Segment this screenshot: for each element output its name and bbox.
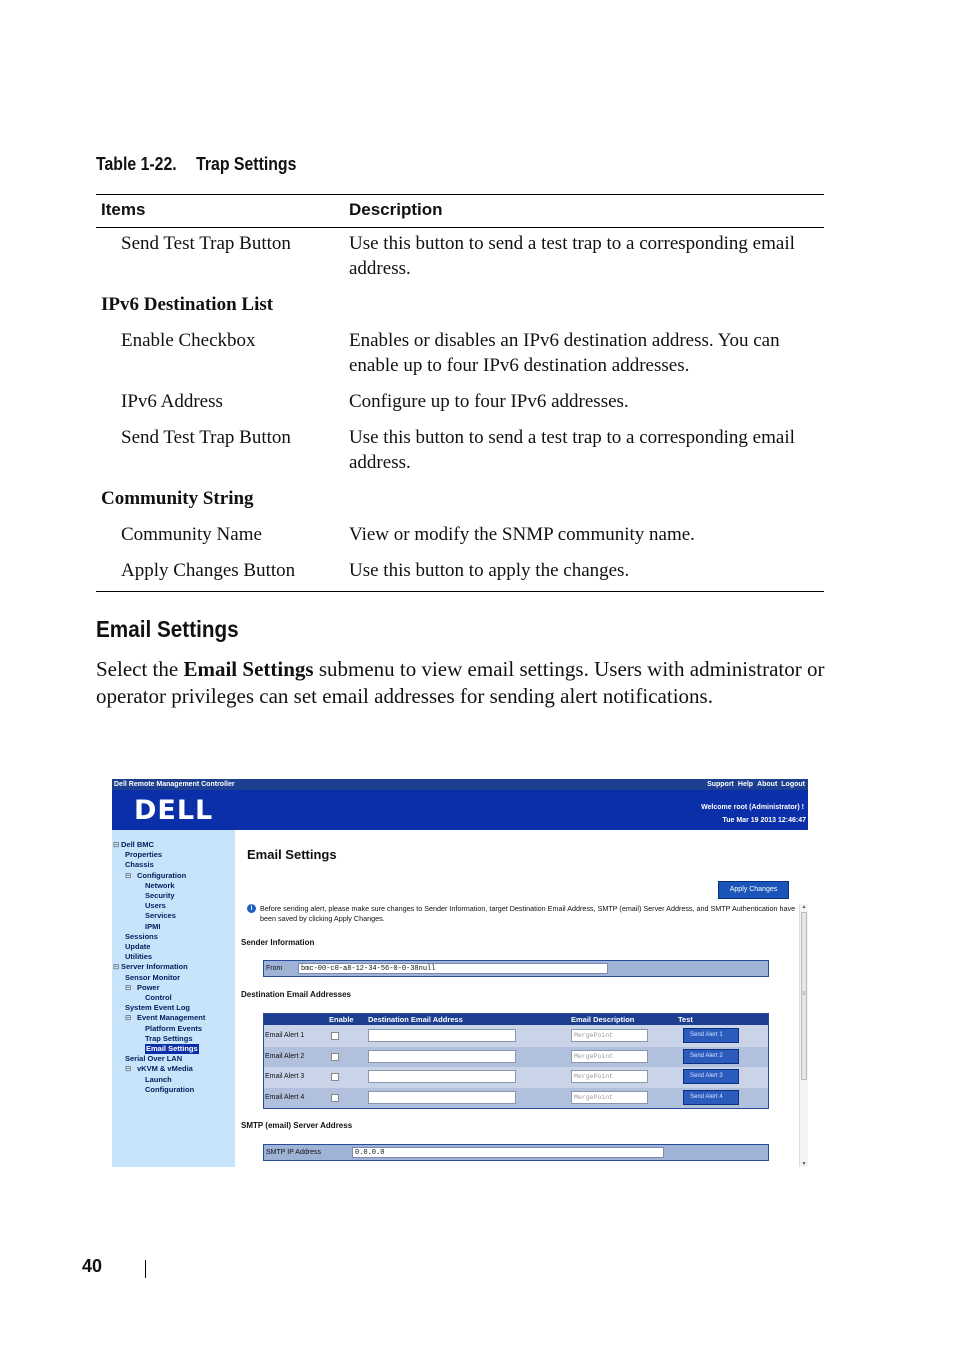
enable-checkbox[interactable] bbox=[331, 1073, 339, 1081]
nav-item[interactable]: vKVM & vMedia bbox=[137, 1064, 193, 1074]
nav-item[interactable]: Security bbox=[145, 891, 175, 900]
col-test: Test bbox=[678, 1015, 693, 1024]
scroll-grip-icon: ≡ bbox=[802, 991, 806, 997]
send-alert-button[interactable]: Send Alert 4 bbox=[683, 1090, 739, 1105]
description-cell: Configure up to four IPv6 addresses. bbox=[349, 391, 629, 412]
logout-link[interactable]: Logout bbox=[781, 781, 805, 788]
from-input[interactable]: bmc-00-c0-a8-12-34-56-0-0-38null bbox=[298, 963, 608, 974]
collapse-toggle-icon[interactable]: ⊟ bbox=[113, 840, 120, 849]
page-title: Email Settings bbox=[247, 847, 337, 862]
scrollbar[interactable] bbox=[799, 904, 808, 1167]
app-title: Dell Remote Management Controller bbox=[114, 781, 235, 788]
nav-item[interactable]: Launch bbox=[145, 1074, 172, 1084]
col-enable: Enable bbox=[329, 1015, 354, 1024]
enable-checkbox[interactable] bbox=[331, 1032, 339, 1040]
support-link[interactable]: Support bbox=[707, 781, 734, 788]
dest-heading: Destination Email Addresses bbox=[241, 990, 351, 999]
table-section-row bbox=[96, 483, 824, 519]
smtp-heading: SMTP (email) Server Address bbox=[241, 1121, 353, 1130]
nav-item[interactable]: System Event Log bbox=[125, 1003, 191, 1013]
info-message bbox=[247, 904, 800, 924]
send-alert-button[interactable]: Send Alert 1 bbox=[683, 1028, 739, 1043]
about-link[interactable]: About bbox=[757, 781, 778, 788]
smtp-label: SMTP IP Address bbox=[266, 1149, 321, 1156]
nav-item[interactable]: Network bbox=[145, 880, 175, 890]
table-row bbox=[96, 422, 824, 483]
nav-item[interactable]: Properties bbox=[125, 850, 163, 860]
datetime-text: Tue Mar 19 2013 12:46:47 bbox=[722, 817, 806, 824]
nav-item[interactable]: Email Settings bbox=[146, 1044, 198, 1053]
alert-label: Email Alert 4 bbox=[265, 1093, 305, 1101]
scroll-up-icon[interactable]: ▲ bbox=[801, 904, 807, 910]
smtp-input[interactable]: 0.0.0.0 bbox=[352, 1147, 664, 1158]
nav-item[interactable]: Sessions bbox=[125, 931, 158, 941]
nav-item[interactable]: Services bbox=[145, 911, 176, 921]
nav-item[interactable]: Control bbox=[145, 993, 172, 1002]
item-cell: Apply Changes Button bbox=[96, 555, 344, 592]
alert-label: Email Alert 3 bbox=[265, 1073, 305, 1080]
section-label: Community String bbox=[101, 488, 254, 509]
nav-item[interactable]: Serial Over LAN bbox=[125, 1054, 183, 1064]
sender-box bbox=[263, 960, 769, 977]
item-cell: Send Test Trap Button bbox=[121, 427, 291, 448]
nav-item[interactable]: Trap Settings bbox=[145, 1033, 193, 1043]
para-bold: Email Settings bbox=[183, 657, 314, 681]
col-destination: Destination Email Address bbox=[368, 1015, 463, 1024]
send-alert-button[interactable]: Send Alert 2 bbox=[683, 1049, 739, 1064]
destination-email-input[interactable] bbox=[368, 1050, 516, 1063]
nav-item[interactable]: Server Information bbox=[121, 962, 188, 972]
nav-item[interactable]: Event Management bbox=[137, 1013, 206, 1023]
enable-checkbox[interactable] bbox=[331, 1094, 339, 1102]
navigation-tree bbox=[112, 830, 235, 1167]
collapse-toggle-icon[interactable]: ⊟ bbox=[125, 1064, 132, 1074]
description-cell bbox=[344, 289, 824, 325]
column-header-items: Items bbox=[96, 195, 344, 228]
destination-email-input[interactable] bbox=[368, 1070, 516, 1083]
section-label: IPv6 Destination List bbox=[101, 294, 274, 315]
email-description-input[interactable]: MergePoint bbox=[571, 1029, 648, 1042]
email-alert-row bbox=[264, 1067, 768, 1087]
info-text: Before sending alert, please make sure changes to Sender Information, target Destination Email Address, SMTP (email) Server Address, and SMTP Authentication have been saved by clicking Apply Changes. bbox=[260, 904, 796, 923]
info-icon: i bbox=[247, 904, 256, 913]
section-heading: Email Settings bbox=[96, 616, 239, 642]
destination-email-input[interactable] bbox=[368, 1029, 516, 1042]
table-caption bbox=[96, 154, 296, 175]
collapse-toggle-icon[interactable]: ⊟ bbox=[125, 870, 132, 880]
description-cell bbox=[344, 483, 824, 519]
nav-item[interactable]: Configuration bbox=[145, 1084, 195, 1094]
send-alert-button[interactable]: Send Alert 3 bbox=[683, 1069, 739, 1084]
table-row bbox=[96, 555, 824, 592]
destination-email-input[interactable] bbox=[368, 1091, 516, 1104]
welcome-text: Welcome root (Administrator) ! bbox=[701, 804, 804, 811]
main-panel bbox=[235, 830, 808, 1167]
email-description-input[interactable]: MergePoint bbox=[571, 1070, 648, 1083]
smtp-box bbox=[263, 1144, 769, 1161]
apply-changes-button[interactable]: Apply Changes bbox=[718, 881, 789, 899]
nav-item[interactable]: Sensor Monitor bbox=[125, 972, 181, 982]
table-row bbox=[96, 519, 824, 555]
para-post: submenu to view email settings. Users with administrator or operator privileges can set email addresses for sending alert notifications. bbox=[96, 657, 825, 708]
col-description: Email Description bbox=[571, 1015, 635, 1024]
section-paragraph bbox=[96, 656, 826, 710]
page-number: 40 bbox=[82, 1256, 103, 1276]
nav-item[interactable]: Utilities bbox=[125, 952, 153, 962]
email-settings-screenshot bbox=[112, 779, 808, 1167]
nav-item[interactable]: Configuration bbox=[137, 870, 187, 880]
page-divider bbox=[145, 1260, 146, 1278]
top-links bbox=[703, 779, 805, 790]
collapse-toggle-icon[interactable]: ⊟ bbox=[113, 962, 120, 972]
nav-item[interactable]: Power bbox=[137, 982, 160, 992]
app-title-bar bbox=[112, 779, 808, 790]
alert-label: Email Alert 1 bbox=[265, 1032, 305, 1039]
description-cell: Use this button to send a test trap to a corresponding email address. bbox=[349, 427, 795, 473]
header-banner bbox=[112, 790, 808, 830]
table-row bbox=[96, 228, 824, 290]
sender-heading: Sender Information bbox=[241, 938, 315, 947]
destination-table bbox=[263, 1013, 769, 1109]
nav-item[interactable]: Platform Events bbox=[145, 1023, 203, 1033]
nav-item[interactable]: IPMI bbox=[145, 921, 161, 931]
nav-item[interactable]: Users bbox=[145, 901, 166, 911]
description-cell: Use this button to send a test trap to a corresponding email address. bbox=[349, 233, 795, 279]
email-description-input[interactable]: MergePoint bbox=[571, 1050, 648, 1063]
table-caption-label: Table 1-22. bbox=[96, 154, 177, 174]
email-alert-row bbox=[264, 1088, 768, 1108]
email-alert-row bbox=[264, 1047, 768, 1067]
item-cell: Enable Checkbox bbox=[121, 330, 256, 351]
scroll-down-icon[interactable]: ▼ bbox=[801, 1161, 807, 1167]
nav-item[interactable]: Update bbox=[125, 942, 151, 951]
email-description-input[interactable]: MergePoint bbox=[571, 1091, 648, 1104]
description-cell: View or modify the SNMP community name. bbox=[349, 524, 695, 545]
item-cell: Community Name bbox=[121, 524, 262, 545]
description-cell: Use this button to apply the changes. bbox=[344, 555, 824, 592]
destination-header bbox=[264, 1014, 768, 1025]
email-alert-row bbox=[264, 1026, 768, 1046]
trap-settings-table bbox=[96, 194, 824, 592]
description-cell: Enables or disables an IPv6 destination address. You can enable up to four IPv6 destination addresses. bbox=[349, 330, 780, 376]
nav-item[interactable]: Chassis bbox=[125, 860, 154, 870]
table-section-row bbox=[96, 289, 824, 325]
column-header-description: Description bbox=[344, 195, 824, 228]
item-cell: IPv6 Address bbox=[121, 391, 223, 412]
nav-item[interactable]: Dell BMC bbox=[121, 840, 154, 849]
para-pre: Select the bbox=[96, 657, 184, 681]
table-caption-title: Trap Settings bbox=[196, 154, 297, 174]
collapse-toggle-icon[interactable]: ⊟ bbox=[125, 982, 132, 992]
from-label: From bbox=[266, 965, 283, 972]
table-row bbox=[96, 386, 824, 422]
table-row bbox=[96, 325, 824, 386]
collapse-toggle-icon[interactable]: ⊟ bbox=[125, 1013, 132, 1023]
alert-label: Email Alert 2 bbox=[265, 1052, 305, 1060]
enable-checkbox[interactable] bbox=[331, 1053, 339, 1061]
help-link[interactable]: Help bbox=[737, 781, 754, 788]
item-cell: Send Test Trap Button bbox=[121, 233, 291, 254]
dell-logo: DELL bbox=[134, 795, 214, 826]
